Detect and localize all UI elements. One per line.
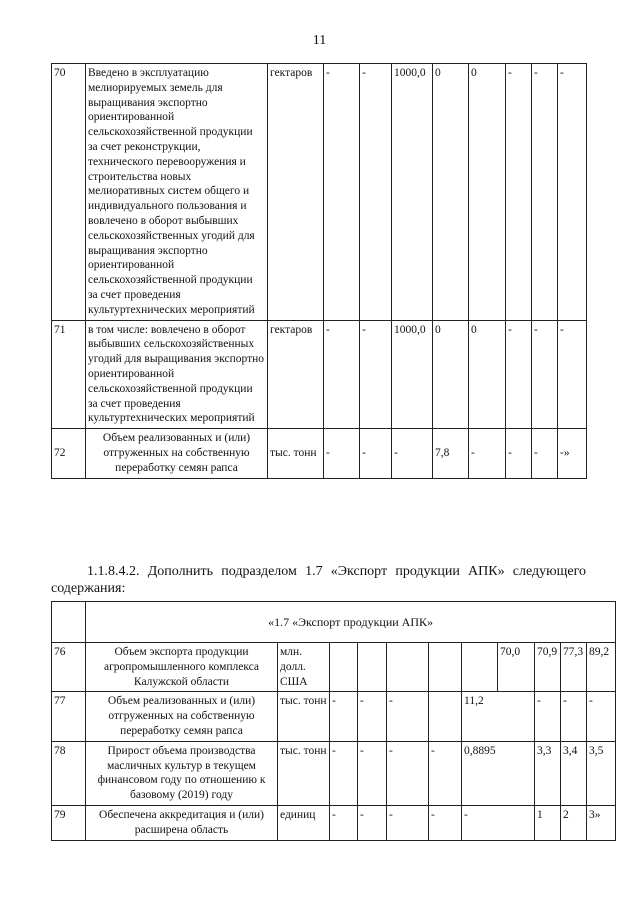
value-cell: - <box>392 429 433 478</box>
value-cell: 11,2 <box>462 692 535 741</box>
table-row <box>52 320 587 429</box>
row-number: 77 <box>52 692 86 741</box>
value-cell: - <box>532 64 558 321</box>
value-cell: - <box>387 805 429 840</box>
value-cell: 7,8 <box>433 429 469 478</box>
value-cell: - <box>324 64 360 321</box>
row-unit: тыс. тонн <box>268 429 324 478</box>
row-unit: тыс. тонн <box>278 692 330 741</box>
value-cell: 70,0 <box>498 643 535 692</box>
row-description: Прирост объема производства масличных культур в текущем финансовом году по отношению к базовому (2019) году <box>86 741 278 805</box>
value-cell: - <box>532 320 558 429</box>
value-cell: 2 <box>561 805 587 840</box>
value-cell: 0 <box>433 64 469 321</box>
row-unit: тыс. тонн <box>278 741 330 805</box>
value-cell: 3» <box>587 805 616 840</box>
row-number: 72 <box>52 429 86 478</box>
row-number: 71 <box>52 320 86 429</box>
value-cell <box>387 643 429 692</box>
value-cell: 1 <box>535 805 561 840</box>
row-number: 78 <box>52 741 86 805</box>
value-cell: 77,3 <box>561 643 587 692</box>
value-cell: - <box>535 692 561 741</box>
section-title: «1.7 «Экспорт продукции АПК» <box>86 602 616 643</box>
value-cell: - <box>429 805 462 840</box>
value-cell: - <box>330 805 358 840</box>
value-cell: - <box>506 429 532 478</box>
value-cell <box>429 692 462 741</box>
value-cell: - <box>324 429 360 478</box>
row-description: Объем реализованных и (или) отгруженных на собственную переработку семян рапса <box>86 429 268 478</box>
value-cell: 3,5 <box>587 741 616 805</box>
value-cell: - <box>506 320 532 429</box>
value-cell: - <box>360 320 392 429</box>
value-cell: 0 <box>469 64 506 321</box>
row-unit: гектаров <box>268 320 324 429</box>
table-row <box>52 692 616 741</box>
indicators-table-bottom <box>51 601 616 841</box>
row-number: 76 <box>52 643 86 692</box>
value-cell: - <box>358 741 387 805</box>
value-cell <box>358 643 387 692</box>
value-cell: - <box>360 429 392 478</box>
value-cell: - <box>558 320 587 429</box>
value-cell: - <box>358 805 387 840</box>
value-cell: - <box>387 692 429 741</box>
value-cell <box>462 643 498 692</box>
table-row <box>52 429 587 478</box>
value-cell: - <box>324 320 360 429</box>
value-cell: 1000,0 <box>392 320 433 429</box>
row-description: Объем экспорта продукции агропромышленного комплекса Калужской области <box>86 643 278 692</box>
value-cell: - <box>587 692 616 741</box>
value-cell: - <box>469 429 506 478</box>
value-cell: -» <box>558 429 587 478</box>
value-cell: - <box>330 741 358 805</box>
value-cell: - <box>532 429 558 478</box>
row-description: Введено в эксплуатацию мелиорируемых земель для выращивания экспортно ориентированной сельскохозяйственной продукции за счет реконструкции, технического перевооружения и строительства новых мелиоративных систем общего и индивидуального пользования и вовлечено в оборот выбывших сельскохозяйственных угодий для выращивания экспортно ориентированной сельскохозяйственной продукции за счет проведения культуртехнических мероприятий <box>86 64 268 321</box>
table-row <box>52 741 616 805</box>
value-cell: 3,4 <box>561 741 587 805</box>
row-description: Обеспечена аккредитация и (или) расширена область <box>86 805 278 840</box>
indicators-table-top <box>51 63 587 479</box>
value-cell: - <box>387 741 429 805</box>
row-description: в том числе: вовлечено в оборот выбывших сельскохозяйственных угодий для выращивания экспортно ориентированной сельскохозяйственной продукции за счет проведения культуртехнических мероприятий <box>86 320 268 429</box>
row-unit: единиц <box>278 805 330 840</box>
value-cell: 3,3 <box>535 741 561 805</box>
page-number: 11 <box>312 33 327 48</box>
table-row <box>52 805 616 840</box>
value-cell: - <box>360 64 392 321</box>
value-cell: 0 <box>433 320 469 429</box>
value-cell: - <box>558 64 587 321</box>
value-cell: - <box>506 64 532 321</box>
row-unit: гектаров <box>268 64 324 321</box>
value-cell: 89,2 <box>587 643 616 692</box>
value-cell <box>429 643 462 692</box>
value-cell: 0 <box>469 320 506 429</box>
value-cell: - <box>358 692 387 741</box>
table-row <box>52 643 616 692</box>
value-cell: - <box>330 692 358 741</box>
row-number: 79 <box>52 805 86 840</box>
section-header-row <box>52 602 616 643</box>
table-row <box>52 64 587 321</box>
row-number: 70 <box>52 64 86 321</box>
amendment-paragraph: 1.1.8.4.2. Дополнить подразделом 1.7 «Экспорт продукции АПК» следующего содержания: <box>51 564 586 596</box>
value-cell: - <box>429 741 462 805</box>
value-cell: - <box>561 692 587 741</box>
value-cell: - <box>462 805 535 840</box>
value-cell: 0,8895 <box>462 741 535 805</box>
row-description: Объем реализованных и (или) отгруженных на собственную переработку семян рапса <box>86 692 278 741</box>
value-cell: 1000,0 <box>392 64 433 321</box>
value-cell <box>330 643 358 692</box>
value-cell: 70,9 <box>535 643 561 692</box>
row-unit: млн. долл. США <box>278 643 330 692</box>
